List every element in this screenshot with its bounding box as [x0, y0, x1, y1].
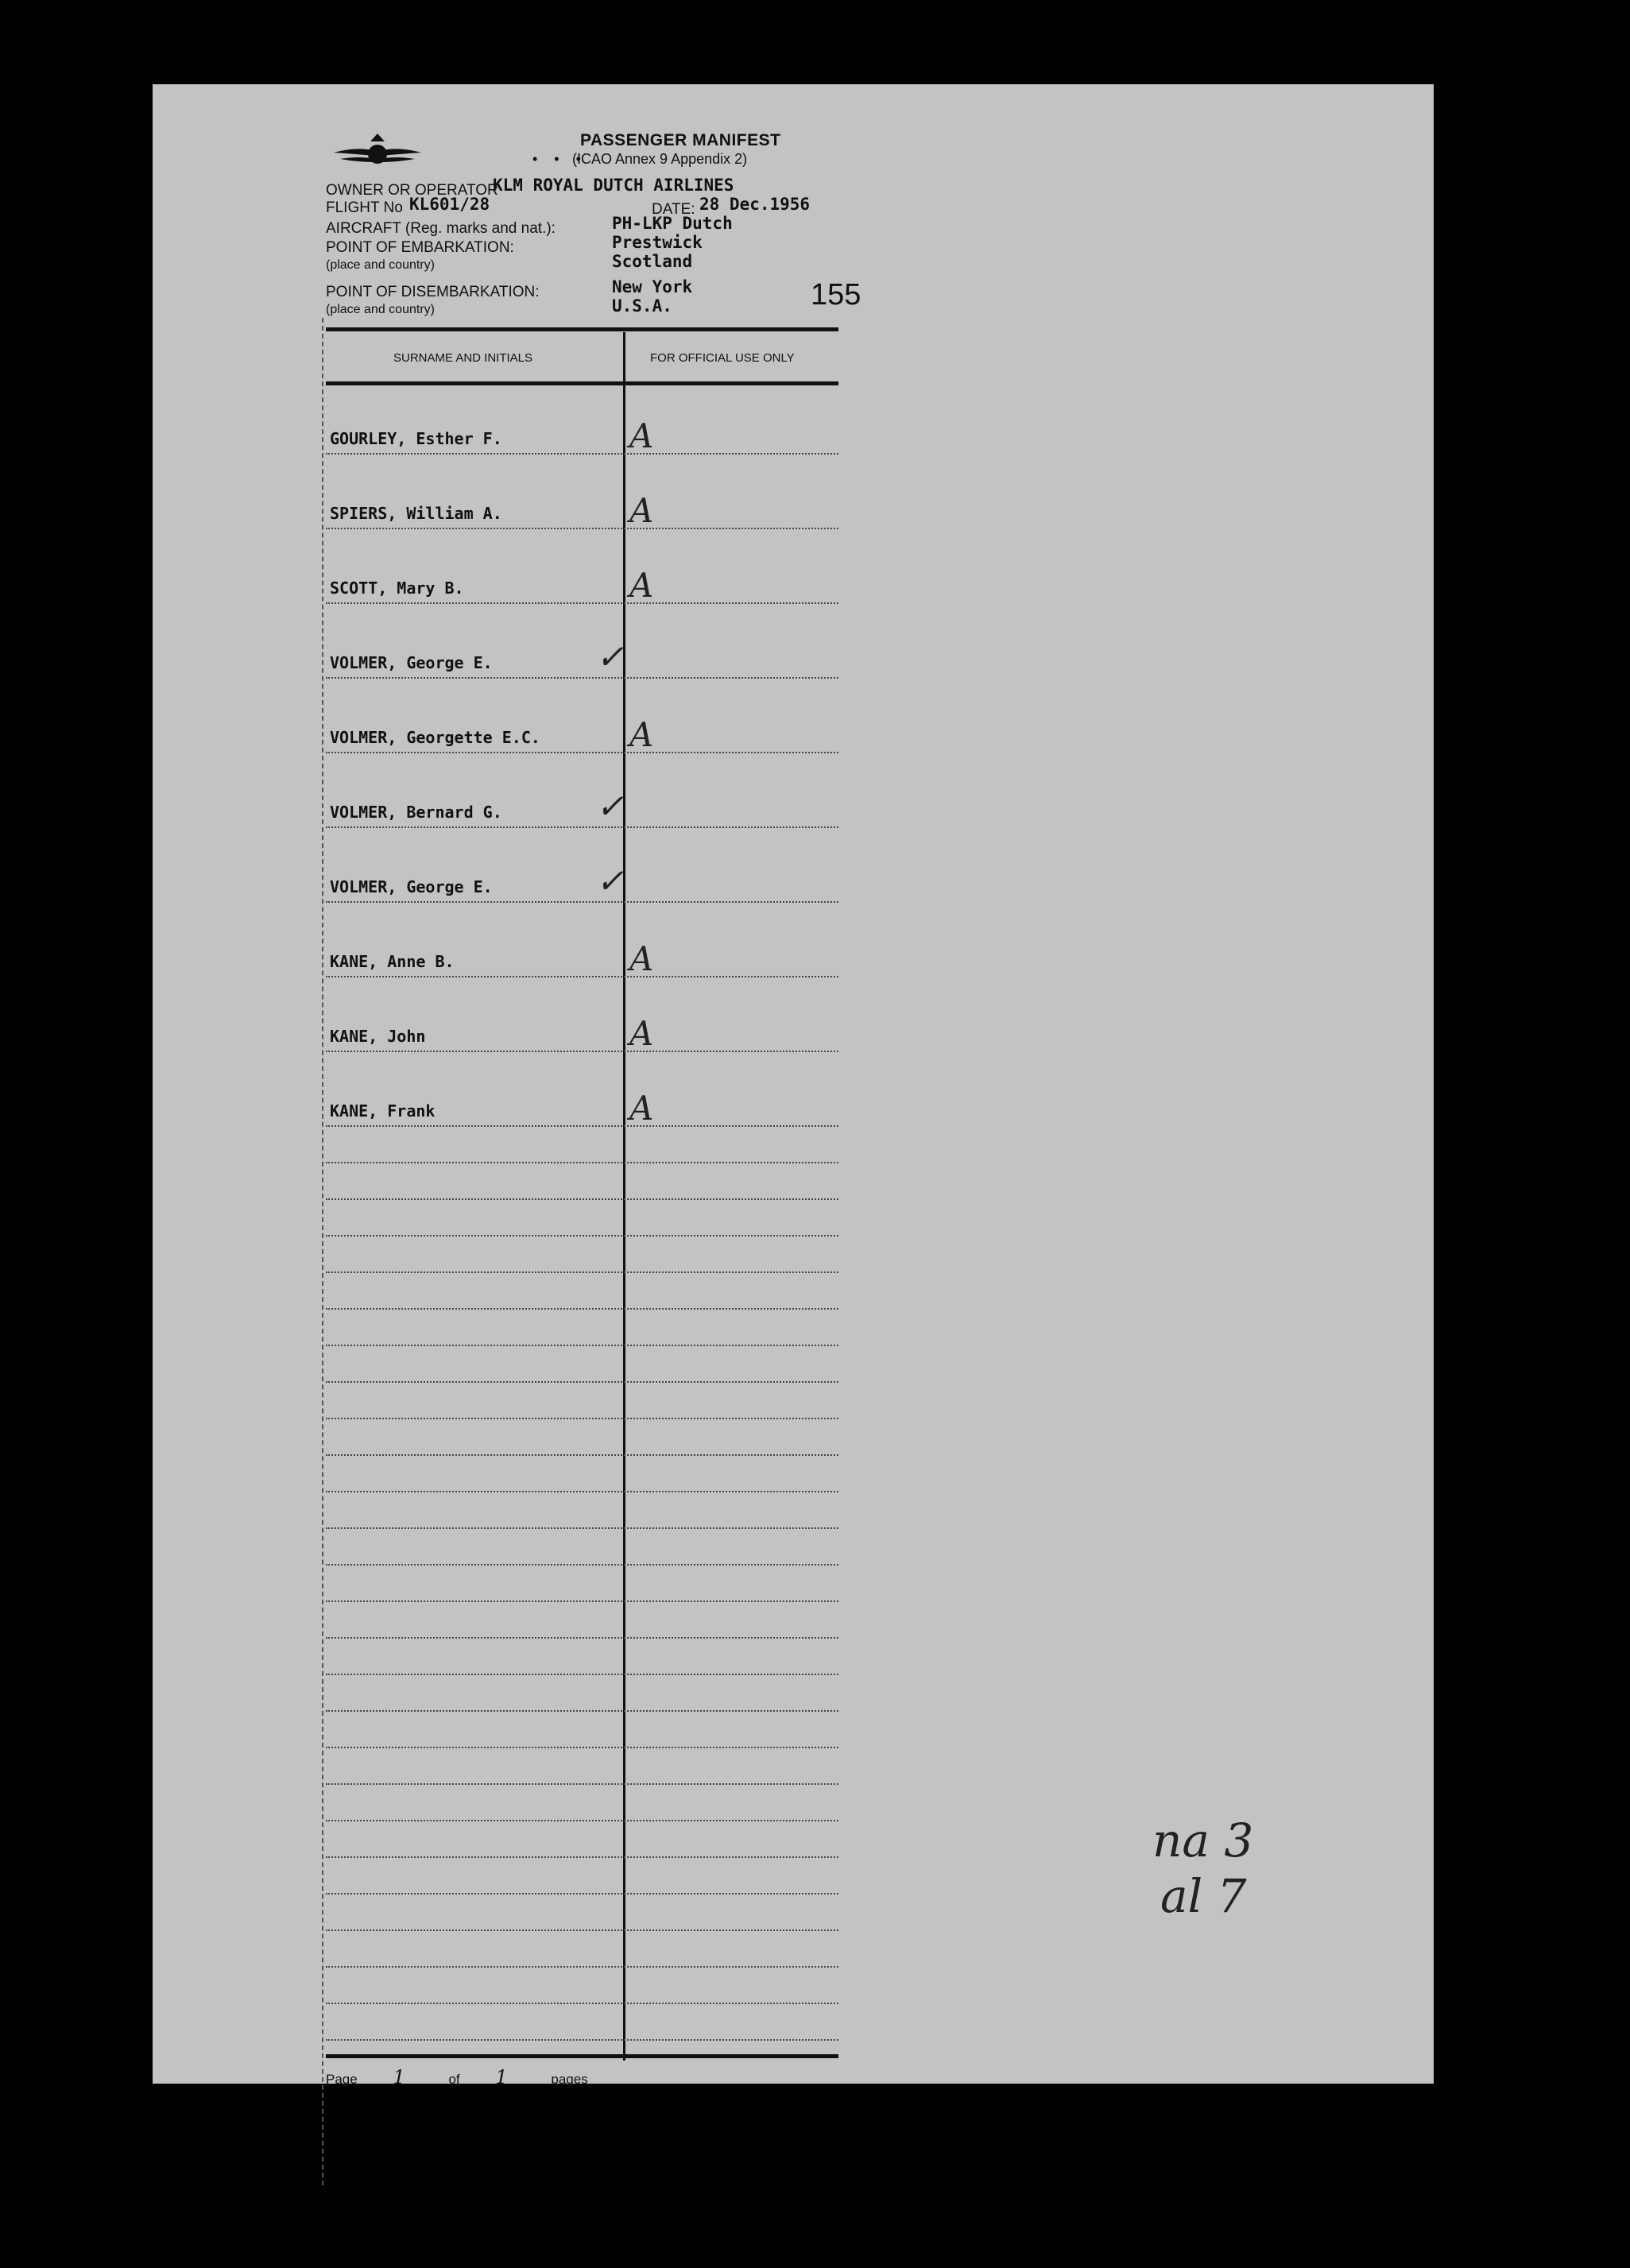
footer-pages-label: pages: [551, 2072, 588, 2087]
page-number: 155: [811, 278, 861, 312]
blank-row-rule: [326, 1710, 838, 1712]
official-mark: A: [629, 1089, 654, 1128]
row-rule: [326, 677, 838, 679]
disembarkation-label: POINT OF DISEMBARKATION:: [326, 284, 540, 300]
blank-row-rule: [326, 1856, 838, 1858]
row-rule: [326, 528, 838, 529]
left-margin-line: [322, 318, 325, 2185]
row-rule: [326, 602, 838, 604]
footer-of-label: of: [448, 2072, 460, 2087]
row-rule: [326, 453, 838, 455]
disembarkation-sub: (place and country): [326, 303, 435, 316]
blank-row-rule: [326, 1893, 838, 1895]
row-rule: [326, 976, 838, 977]
column-divider: [623, 332, 625, 2061]
blank-row-rule: [326, 1600, 838, 1602]
blank-row-rule: [326, 1381, 838, 1383]
embarkation-sub: (place and country): [326, 258, 435, 272]
blank-row-rule: [326, 1820, 838, 1821]
row-rule: [326, 1125, 838, 1127]
blank-row-rule: [326, 1783, 838, 1785]
passenger-name: SCOTT, Mary B.: [330, 579, 464, 598]
owner-label: OWNER OR OPERATOR: [326, 182, 498, 199]
blank-row-rule: [326, 1929, 838, 1931]
blank-row-rule: [326, 1637, 838, 1639]
aircraft-value: PH-LKP Dutch: [612, 214, 733, 233]
official-checkmark: ✓: [596, 861, 625, 900]
blank-row-rule: [326, 1564, 838, 1566]
passenger-name: KANE, Frank: [330, 1101, 436, 1120]
flight-value: KL601/28: [409, 195, 490, 214]
blank-row-rule: [326, 1345, 838, 1346]
footer-rule: [326, 2054, 838, 2058]
embarkation-label: POINT OF EMBARKATION:: [326, 239, 514, 256]
blank-row-rule: [326, 1674, 838, 1675]
blank-row-rule: [326, 1271, 838, 1273]
blank-row-rule: [326, 1527, 838, 1529]
footer-page-value: 1: [393, 2066, 405, 2088]
blank-row-rule: [326, 2039, 838, 2041]
official-mark: A: [629, 491, 654, 530]
handwritten-note-line-1: na 3: [1152, 1813, 1254, 1867]
column-header-name: SURNAME AND INITIALS: [393, 351, 533, 365]
aircraft-label: AIRCRAFT (Reg. marks and nat.):: [326, 220, 556, 237]
row-rule: [326, 826, 838, 828]
blank-row-rule: [326, 2003, 838, 2004]
disembarkation-value-place: New York: [612, 277, 693, 296]
official-mark: A: [629, 1014, 654, 1053]
official-mark: A: [629, 715, 654, 754]
passenger-name: VOLMER, George E.: [330, 877, 493, 896]
row-rule: [326, 1051, 838, 1052]
passenger-name: SPIERS, William A.: [330, 504, 502, 523]
owner-value: KLM ROYAL DUTCH AIRLINES: [493, 176, 734, 195]
official-checkmark: ✓: [596, 637, 625, 676]
column-header-rule: [326, 381, 838, 385]
passenger-name: GOURLEY, Esther F.: [330, 429, 502, 448]
date-label: DATE:: [652, 201, 695, 218]
manifest-subtitle: (ICAO Annex 9 Appendix 2): [572, 151, 748, 167]
klm-wings-logo-icon: [326, 127, 429, 175]
blank-row-rule: [326, 1308, 838, 1310]
date-value: 28 Dec.1956: [699, 195, 811, 214]
official-mark: A: [629, 566, 654, 605]
embarkation-value-country: Scotland: [612, 252, 693, 271]
blank-row-rule: [326, 1747, 838, 1748]
passenger-name: VOLMER, Bernard G.: [330, 803, 502, 822]
dots-decoration: • • •: [532, 151, 587, 167]
handwritten-note-line-2: al 7: [1160, 1869, 1247, 1923]
official-checkmark: ✓: [596, 787, 625, 826]
header-rule: [326, 327, 838, 331]
manifest-title: PASSENGER MANIFEST: [580, 131, 781, 149]
row-rule: [326, 752, 838, 753]
passenger-name: VOLMER, Georgette E.C.: [330, 728, 540, 747]
embarkation-value-place: Prestwick: [612, 233, 703, 252]
blank-row-rule: [326, 1491, 838, 1492]
column-header-official: FOR OFFICIAL USE ONLY: [650, 351, 795, 365]
passenger-name: VOLMER, George E.: [330, 653, 493, 672]
passenger-name: KANE, Anne B.: [330, 952, 455, 971]
blank-row-rule: [326, 1966, 838, 1968]
blank-row-rule: [326, 1418, 838, 1419]
flight-label: FLIGHT No: [326, 199, 403, 216]
row-rule: [326, 901, 838, 903]
blank-row-rule: [326, 1162, 838, 1163]
disembarkation-value-country: U.S.A.: [612, 296, 672, 315]
page-footer: [326, 2066, 588, 2088]
footer-of-value: 1: [495, 2066, 508, 2088]
blank-row-rule: [326, 1198, 838, 1200]
footer-page-label: Page: [326, 2072, 358, 2087]
blank-row-rule: [326, 1454, 838, 1456]
blank-row-rule: [326, 1235, 838, 1237]
official-mark: A: [629, 939, 654, 978]
official-mark: A: [629, 416, 654, 455]
passenger-name: KANE, John: [330, 1027, 426, 1046]
